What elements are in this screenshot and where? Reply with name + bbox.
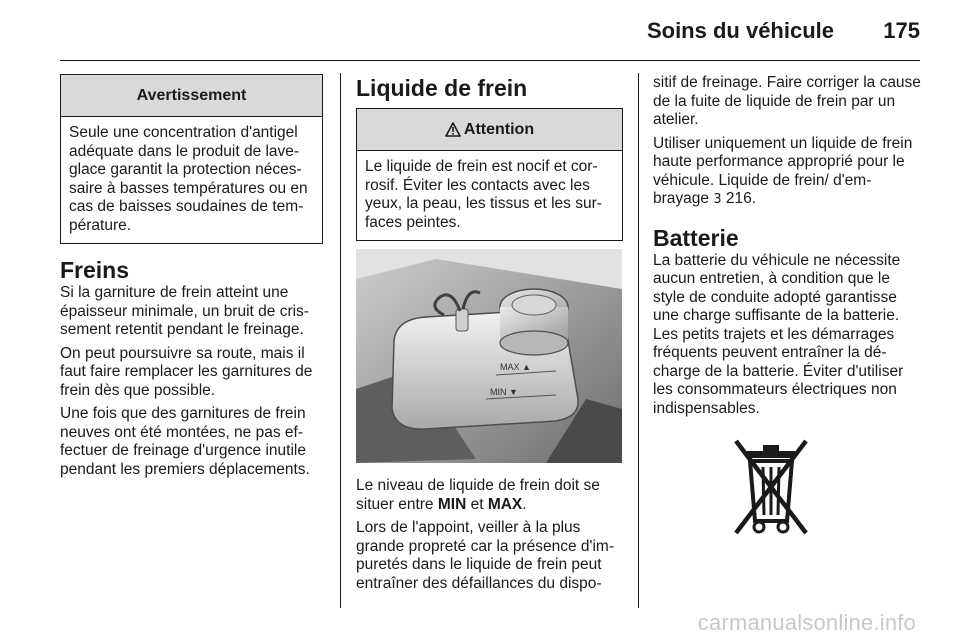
warning-box — [60, 74, 323, 244]
batterie-text: La batterie du véhicule ne nécessite aucun entretien, à condition que le style de conduite adopté garantisse une charge suffisante de la batterie. Les petits trajets et les démarrages fréquents peuvent entraîner la dé-charge de la batterie. Éviter d'utiliser les consommateurs électriques non indispensables. — [653, 251, 904, 417]
continued-text: sitif de freinage. Faire corriger la cause de la fuite de liquide de frein par un atelier. — [653, 74, 921, 128]
section-title-liquide-de-frein: Liquide de frein — [356, 75, 528, 101]
warning-box-text: Seule une concentration d'antigel adéquate dans le produit de lave-glace garantit la protection néces-saire à basses températures ou en cas de baisses soudaines de tem-pérature. — [69, 124, 308, 234]
freins-paragraph-1: Si la garniture de frein atteint une épaisseur minimale, un bruit de cris-sement retentit pendant le freinage. — [60, 284, 309, 338]
attention-box — [356, 108, 623, 241]
brake-fluid-type-prefix: Utiliser uniquement un liquide de frein haute performance approprié pour le véhicule. Liquide de frein/ d'em-brayage — [653, 134, 913, 207]
section-title-batterie: Batterie — [653, 224, 739, 251]
page-number: 175 — [883, 18, 920, 43]
freins-paragraph-2: On peut poursuivre sa route, mais il faut faire remplacer les garnitures de frein dès que possible. — [60, 344, 313, 399]
watermark: carmanualsonline.info — [697, 610, 916, 635]
fluid-level-text-prefix: Le niveau de liquide de frein doit se situer entre — [356, 477, 600, 513]
column-right — [653, 74, 921, 542]
fluid-level-max: MAX — [487, 495, 523, 513]
brake-fluid-type-text — [653, 135, 921, 210]
header-rule — [60, 60, 920, 61]
attention-box-head — [357, 109, 622, 151]
column-separator-1 — [340, 73, 341, 608]
column-left — [60, 74, 323, 484]
fluid-level-and: et — [466, 495, 488, 513]
page-reference-arrow-icon: 3 — [713, 192, 722, 207]
fluid-level-end: . — [522, 495, 527, 513]
column-middle — [356, 74, 623, 598]
figure-label-max: MAX ▲ — [500, 362, 531, 372]
attention-box-title: Attention — [463, 120, 535, 138]
section-title-freins: Freins — [60, 257, 130, 283]
page-header-title: Soins du véhicule — [646, 18, 834, 43]
brake-fluid-reservoir-image — [356, 249, 622, 463]
fluid-level-min: MIN — [437, 495, 467, 513]
fluid-level-text — [356, 477, 623, 514]
freins-paragraph-3: Une fois que des garnitures de frein neuves ont été montées, ne pas ef-fectuer de freinage d'urgence inutile pendant les premiers déplacements. — [60, 405, 310, 478]
page-reference-link[interactable]: 216. — [721, 190, 757, 207]
brake-fluid-reservoir-illustration — [356, 249, 622, 463]
attention-box-text: Le liquide de frein est nocif et cor-rosif. Éviter les contacts avec les yeux, la peau, les tissus et les sur-faces peintes. — [365, 158, 602, 231]
column-separator-2 — [638, 73, 639, 608]
crossed-out-wheelie-bin-icon — [733, 437, 809, 537]
warning-box-title: Avertissement — [61, 75, 322, 117]
refill-text: Lors de l'appoint, veiller à la plus grande propreté car la présence d'im-puretés dans le liquide de frein peut entraîner des défaillances du dispo- — [356, 519, 614, 592]
figure-label-min: MIN ▼ — [490, 387, 518, 397]
warning-triangle-icon — [445, 122, 461, 137]
